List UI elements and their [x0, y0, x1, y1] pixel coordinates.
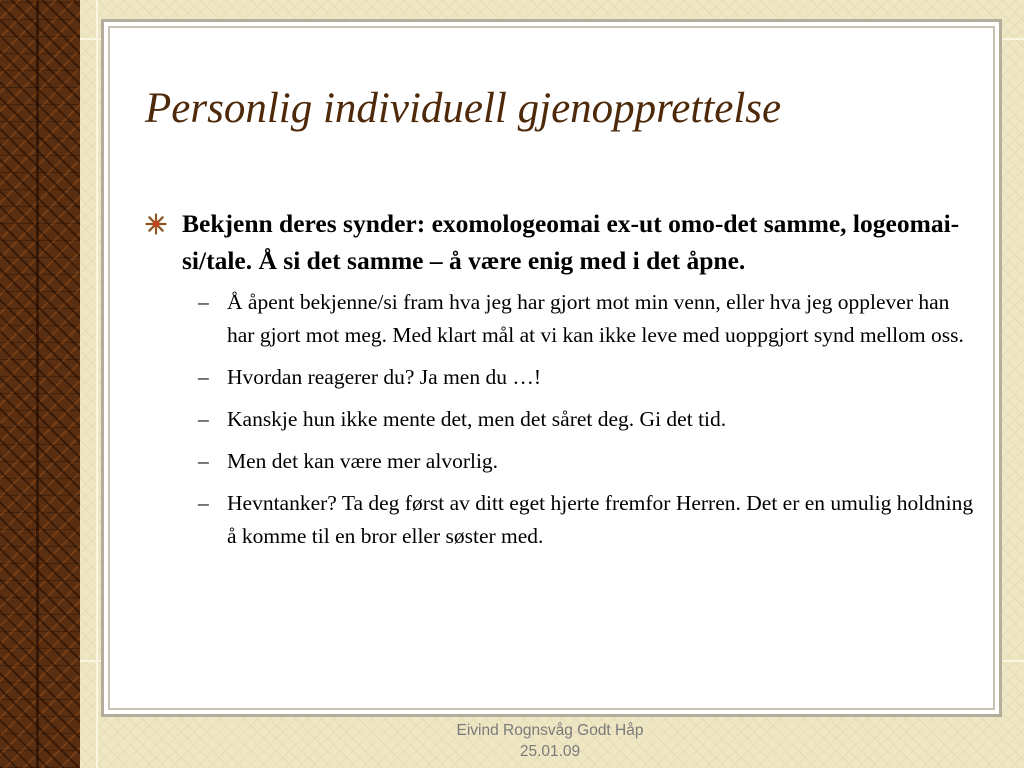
sub-bullet-text: Men det kan være mer alvorlig.	[227, 449, 499, 473]
footer-date: 25.01.09	[519, 743, 581, 760]
main-bullet-text: Bekjenn deres synder: exomologeomai ex-ut omo-det samme, logeomai-si/tale. Å si det samme – å være enig med i det åpne.	[182, 209, 960, 275]
sub-bullet-item	[145, 286, 975, 352]
slide-title: Personlig individuell gjenopprettelse	[145, 85, 782, 132]
main-bullet	[145, 205, 975, 279]
dash-marker: –	[198, 407, 209, 431]
sub-bullet-text: Hevntanker? Ta deg først av ditt eget hjerte fremfor Herren. Det er en umulig holdning å komme til en bror eller søster med.	[227, 491, 974, 548]
dash-marker: –	[198, 290, 209, 314]
footer-author: Eivind Rognsvåg Godt Håp	[456, 722, 644, 739]
sub-bullet-text: Kanskje hun ikke mente det, men det såret deg. Gi det tid.	[227, 407, 727, 431]
sub-bullet-item	[145, 445, 975, 478]
dash-marker: –	[198, 491, 209, 515]
star-bullet-icon	[145, 213, 167, 235]
sub-bullet-item	[145, 361, 975, 394]
sub-bullet-item	[145, 487, 975, 553]
sub-bullet-text: Hvordan reagerer du? Ja men du …!	[227, 365, 542, 389]
dash-marker: –	[198, 365, 209, 389]
dash-marker: –	[198, 449, 209, 473]
sub-bullet-item	[145, 403, 975, 436]
slide-content	[145, 205, 975, 562]
slide-footer	[395, 720, 705, 762]
sub-bullet-text: Å åpent bekjenne/si fram hva jeg har gjort mot min venn, eller hva jeg opplever han har gjort mot meg. Med klart mål at vi kan ikke leve med uoppgjort synd mellom oss.	[227, 290, 964, 347]
wood-texture-sidebar	[0, 0, 80, 768]
sub-bullet-list	[145, 286, 975, 553]
guide-line-left	[96, 0, 98, 768]
